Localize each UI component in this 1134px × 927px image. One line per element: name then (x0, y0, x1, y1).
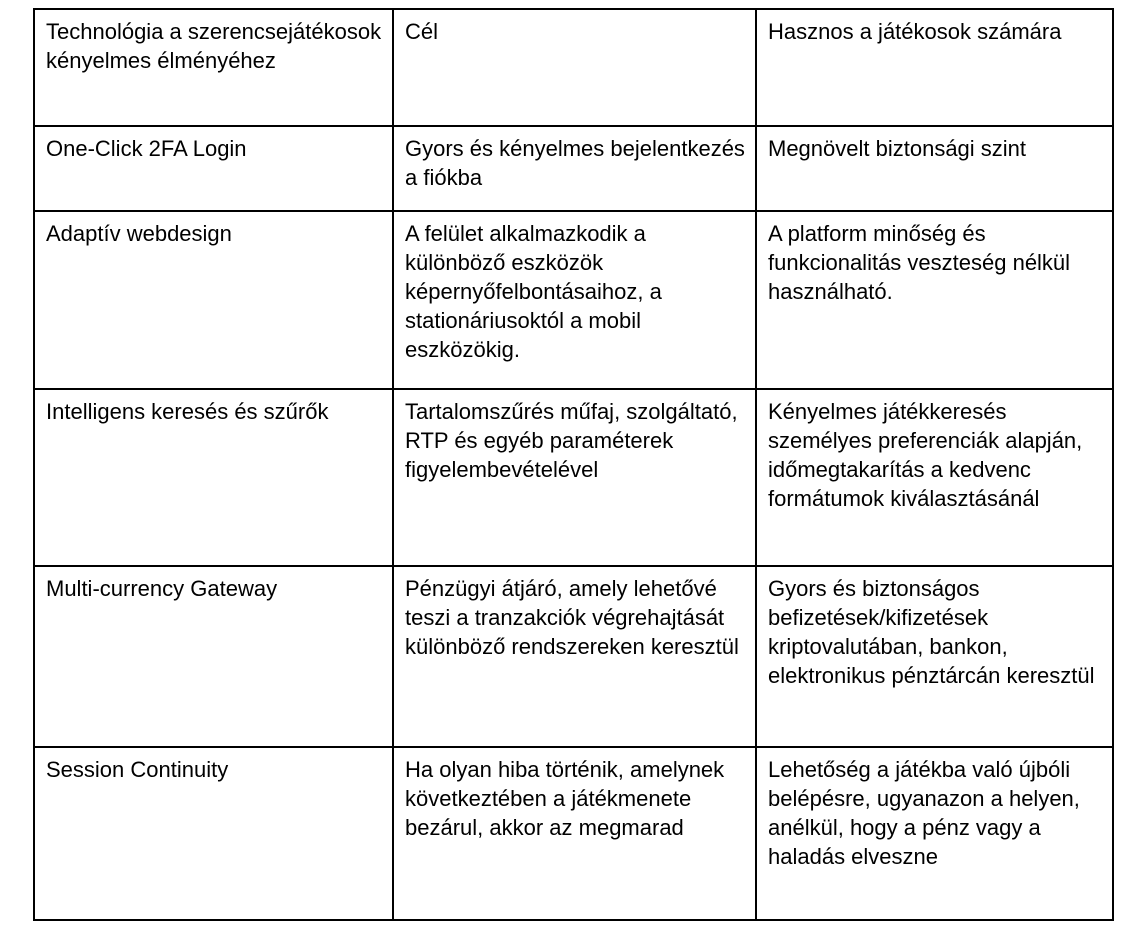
table-row (34, 389, 1113, 566)
cell-goal: Gyors és kényelmes bejelentkezés a fiókba (393, 126, 756, 211)
column-header-technology: Technológia a szerencsejátékosok kényelmes élményéhez (34, 9, 393, 126)
cell-technology: One-Click 2FA Login (34, 126, 393, 211)
cell-technology: Session Continuity (34, 747, 393, 920)
cell-technology: Adaptív webdesign (34, 211, 393, 389)
cell-benefit: Lehetőség a játékba való újbóli belépésre, ugyanazon a helyen, anélkül, hogy a pénz vagy a haladás elveszne (756, 747, 1113, 920)
cell-technology: Intelligens keresés és szűrők (34, 389, 393, 566)
features-table (33, 8, 1114, 921)
table-row (34, 566, 1113, 747)
cell-benefit: Megnövelt biztonsági szint (756, 126, 1113, 211)
table-row (34, 126, 1113, 211)
cell-goal: Tartalomszűrés műfaj, szolgáltató, RTP és egyéb paraméterek figyelembevételével (393, 389, 756, 566)
table-row (34, 747, 1113, 920)
cell-goal: Pénzügyi átjáró, amely lehetővé teszi a tranzakciók végrehajtását különböző rendszereken keresztül (393, 566, 756, 747)
cell-goal: A felület alkalmazkodik a különböző eszközök képernyőfelbontásaihoz, a stationáriusoktól a mobil eszközökig. (393, 211, 756, 389)
cell-technology: Multi-currency Gateway (34, 566, 393, 747)
table-header-row (34, 9, 1113, 126)
cell-benefit: Kényelmes játékkeresés személyes preferenciák alapján, időmegtakarítás a kedvenc formátumok kiválasztásánál (756, 389, 1113, 566)
column-header-goal: Cél (393, 9, 756, 126)
column-header-benefit: Hasznos a játékosok számára (756, 9, 1113, 126)
cell-benefit: Gyors és biztonságos befizetések/kifizetések kriptovalutában, bankon, elektronikus pénztárcán keresztül (756, 566, 1113, 747)
cell-goal: Ha olyan hiba történik, amelynek következtében a játékmenete bezárul, akkor az megmarad (393, 747, 756, 920)
cell-benefit: A platform minőség és funkcionalitás veszteség nélkül használható. (756, 211, 1113, 389)
table-row (34, 211, 1113, 389)
